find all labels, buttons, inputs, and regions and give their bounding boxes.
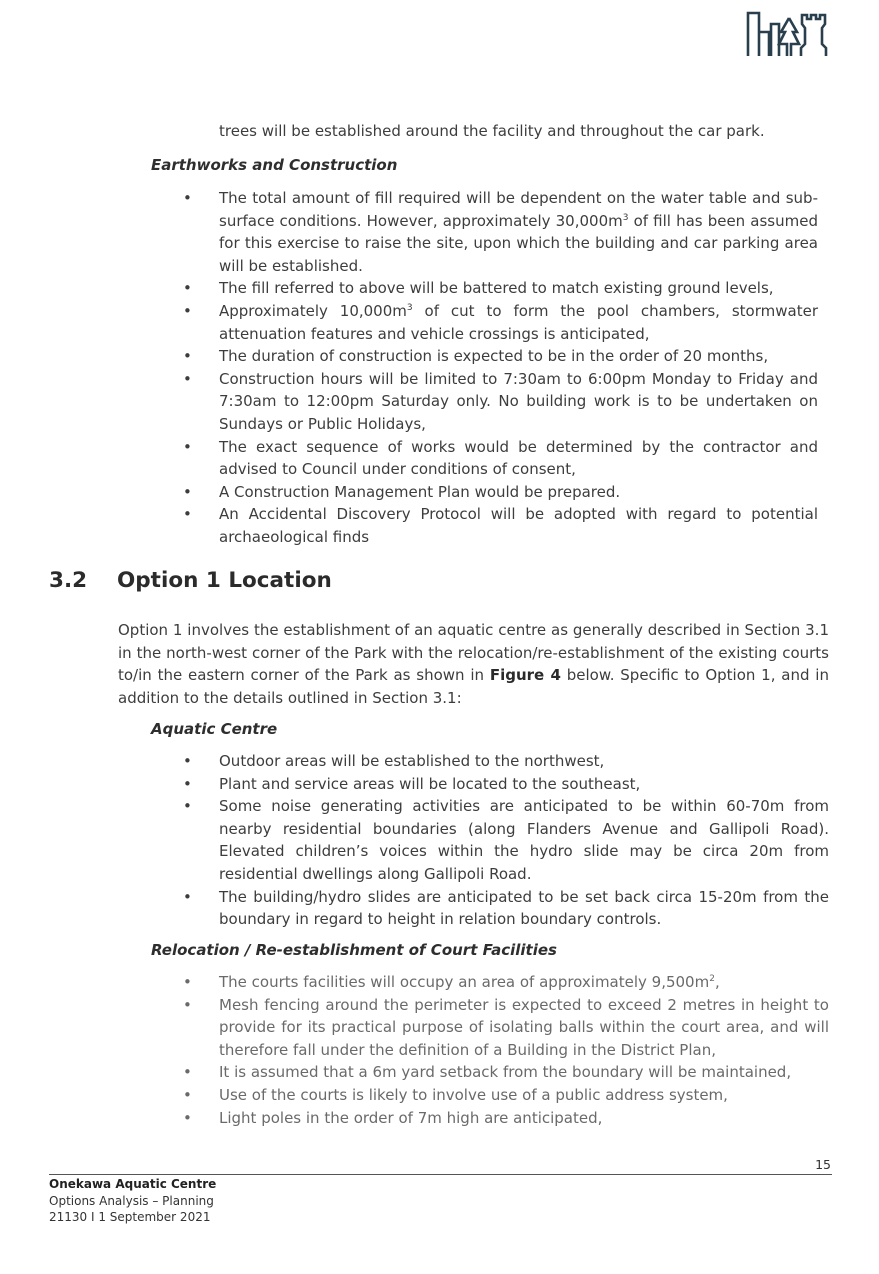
footer-doc: Options Analysis – Planning [49,1193,214,1208]
list-item: • Plant and service areas will be located to the southeast, [149,773,829,796]
bullet-icon: • [183,887,192,906]
footer [49,1176,216,1226]
section-number: 3.2 [49,568,88,593]
aquatic-heading: Aquatic Centre [151,720,278,738]
section-title: Option 1 Location [117,568,332,593]
bullet-icon: • [183,279,192,298]
list-item: • The fill referred to above will be battered to match existing ground levels, [149,277,818,300]
bullet-icon: • [183,995,192,1014]
list-item: • Light poles in the order of 7m high are anticipated, [149,1107,829,1130]
bullet-icon: • [183,1063,192,1082]
aquatic-list [149,750,829,931]
courts-list [149,971,829,1129]
list-item: • The duration of construction is expected to be in the order of 20 months, [149,345,818,368]
footer-ref: 21130 I 1 September 2021 [49,1210,211,1224]
bullet-icon: • [183,189,192,207]
figure-reference: Figure 4 [489,666,561,685]
page-number: 15 [815,1157,831,1172]
bullet-icon: • [183,301,192,320]
list-item: • Construction hours will be limited to 7:30am to 6:00pm Monday to Friday and 7:30am to 12:00pm Saturday only. No building work is to be undertaken on Sundays or Public Holidays, [149,368,818,436]
bullet-icon: • [183,774,192,793]
bullet-icon: • [183,505,192,524]
list-item: • The courts facilities will occupy an area of approximately $9,500m^2$, [149,971,829,994]
company-logo-icon [745,10,829,58]
list-item: • Approximately $10,000m^3$ of cut to form the pool chambers, stormwater attenuation features and vehicle crossings is anticipated, [149,300,818,345]
footer-divider [49,1174,832,1175]
bullet-icon: • [183,347,192,366]
courts-heading: Relocation / Re-establishment of Court Facilities [151,941,557,959]
list-item: • Mesh fencing around the perimeter is expected to exceed 2 metres in height to provide for its practical purpose of isolating balls within the court area, and will therefore fall under the definition of a Building in the District Plan, [149,994,829,1062]
list-item: • A Construction Management Plan would be prepared. [149,481,818,504]
bullet-icon: • [183,973,192,991]
intro-line: trees will be established around the facility and throughout the car park. [219,122,765,140]
section-heading [49,568,332,593]
list-item: • The total amount of fill required will be dependent on the water table and sub-surface conditions. However, approximately $30,000m^3$ of fill has been assumed for this exercise to raise the site, upon which the building and car parking area will be established. [149,187,818,277]
list-item: • Some noise generating activities are anticipated to be within 60-70m from nearby residential boundaries (along Flanders Avenue and Gallipoli Road). Elevated children’s voices within the hydro slide may be circa 20m from residential dwellings along Gallipoli Road. [149,795,829,885]
section-paragraph: Option 1 involves the establishment of an aquatic centre as generally described in Section 3.1 in the north-west corner of the Park with the relocation/re-establishment of the existing courts to/in the eastern corner of the Park as shown in Figure 4 below. Specific to Option 1, and in addition to the details outlined in Section 3.1: [118,621,829,707]
bullet-icon: • [183,752,192,770]
bullet-icon: • [183,482,192,501]
list-item: • Use of the courts is likely to involve use of a public address system, [149,1084,829,1107]
list-item: • It is assumed that a 6m yard setback from the boundary will be maintained, [149,1061,829,1084]
footer-project: Onekawa Aquatic Centre [49,1177,217,1191]
bullet-icon: • [183,369,192,388]
earthworks-list [149,187,818,549]
list-item: • An Accidental Discovery Protocol will be adopted with regard to potential archaeological finds [149,503,818,548]
bullet-icon: • [183,1108,192,1127]
bullet-icon: • [183,437,192,456]
bullet-icon: • [183,797,192,816]
earthworks-heading: Earthworks and Construction [151,156,398,174]
list-item: • The exact sequence of works would be determined by the contractor and advised to Council under conditions of consent, [149,436,818,481]
list-item: • The building/hydro slides are anticipated to be set back circa 15-20m from the boundary in regard to height in relation boundary controls. [149,886,829,931]
bullet-icon: • [183,1085,192,1104]
list-item: • Outdoor areas will be established to the northwest, [149,750,829,773]
